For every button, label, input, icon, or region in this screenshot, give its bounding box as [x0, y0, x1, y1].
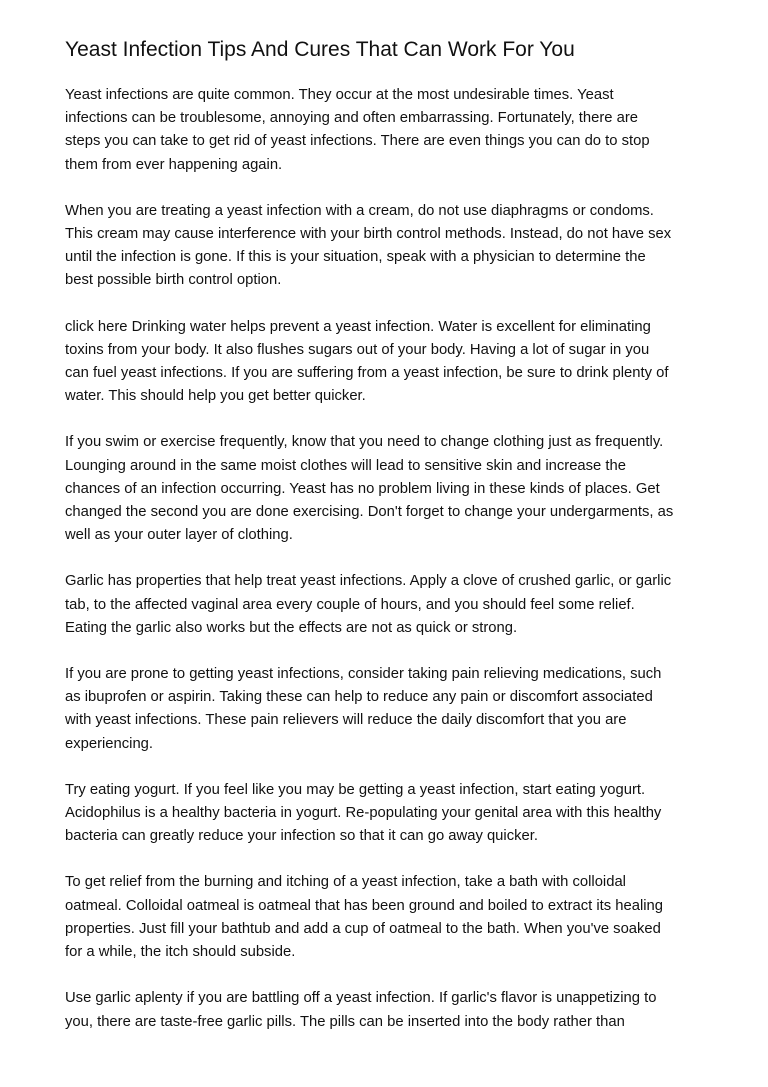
text-line: as ibuprofen or aspirin. Taking these can help to reduce any pain or discomfort associated — [65, 689, 653, 706]
text-line: oatmeal. Colloidal oatmeal is oatmeal that has been ground and boiled to extract its healing — [65, 897, 664, 914]
text-line: well as your outer layer of clothing. — [65, 527, 293, 544]
text-line: chances of an infection occurring. Yeast has no problem living in these kinds of places. Get — [65, 480, 660, 497]
paragraph-intro — [65, 84, 740, 177]
text-line: This cream may cause interference with your birth control methods. Instead, do not have sex — [65, 226, 672, 243]
text-line: click here Drinking water helps prevent a yeast infection. Water is excellent for eliminating — [65, 318, 651, 335]
text-line: If you are prone to getting yeast infections, consider taking pain relieving medications, such — [65, 666, 662, 683]
text-line: Acidophilus is a healthy bacteria in yogurt. Re-populating your genital area with this healthy — [65, 805, 662, 822]
text-line: them from ever happening again. — [65, 156, 283, 173]
paragraph-water — [65, 316, 740, 409]
text-line: When you are treating a yeast infection with a cream, do not use diaphragms or condoms. — [65, 202, 654, 219]
text-line: with yeast infections. These pain relievers will reduce the daily discomfort that you are — [65, 712, 627, 729]
text-line: experiencing. — [65, 735, 154, 752]
text-line: Try eating yogurt. If you feel like you may be getting a yeast infection, start eating yogurt. — [65, 781, 646, 798]
page-title: Yeast Infection Tips And Cures That Can Work For You — [65, 38, 575, 61]
paragraph-oatmeal — [65, 871, 740, 964]
text-line: toxins from your body. It also flushes sugars out of your body. Having a lot of sugar in you — [65, 341, 650, 358]
text-line: best possible birth control option. — [65, 272, 282, 289]
text-line: Lounging around in the same moist clothes will lead to sensitive skin and increase the — [65, 457, 626, 474]
text-line: properties. Just fill your bathtub and add a cup of oatmeal to the bath. When you've soaked — [65, 920, 661, 937]
text-line: bacteria can greatly reduce your infection so that it can go away quicker. — [65, 828, 538, 845]
text-line: water. This should help you get better quicker. — [65, 388, 366, 405]
paragraph-pain-relief — [65, 663, 740, 756]
paragraph-exercise — [65, 431, 740, 547]
text-line: you, there are taste-free garlic pills. The pills can be inserted into the body rather than — [65, 1013, 625, 1030]
text-line: If you swim or exercise frequently, know that you need to change clothing just as frequently. — [65, 434, 664, 451]
text-line: infections can be troublesome, annoying and often embarrassing. Fortunately, there are — [65, 110, 639, 127]
text-line: Garlic has properties that help treat yeast infections. Apply a clove of crushed garlic, or garlic — [65, 573, 672, 590]
text-line: can fuel yeast infections. If you are suffering from a yeast infection, be sure to drink plenty of — [65, 365, 669, 382]
paragraph-yogurt — [65, 779, 740, 849]
paragraph-garlic — [65, 570, 740, 640]
text-line: tab, to the affected vaginal area every couple of hours, and you should feel some relief. — [65, 596, 635, 613]
text-line: until the infection is gone. If this is your situation, speak with a physician to determine the — [65, 249, 646, 266]
text-line: steps you can take to get rid of yeast infections. There are even things you can do to stop — [65, 133, 650, 150]
text-line: To get relief from the burning and itching of a yeast infection, take a bath with colloidal — [65, 874, 626, 891]
text-line: for a while, the itch should subside. — [65, 944, 296, 961]
text-line: Eating the garlic also works but the effects are not as quick or strong. — [65, 619, 518, 636]
article-body — [65, 84, 740, 1057]
text-line: Yeast infections are quite common. They occur at the most undesirable times. Yeast — [65, 87, 614, 103]
text-line: Use garlic aplenty if you are battling off a yeast infection. If garlic's flavor is unappetizing to — [65, 990, 657, 1007]
text-line: changed the second you are done exercising. Don't forget to change your undergarments, as — [65, 504, 674, 521]
paragraph-garlic-pills — [65, 987, 740, 1033]
paragraph-cream — [65, 200, 740, 293]
